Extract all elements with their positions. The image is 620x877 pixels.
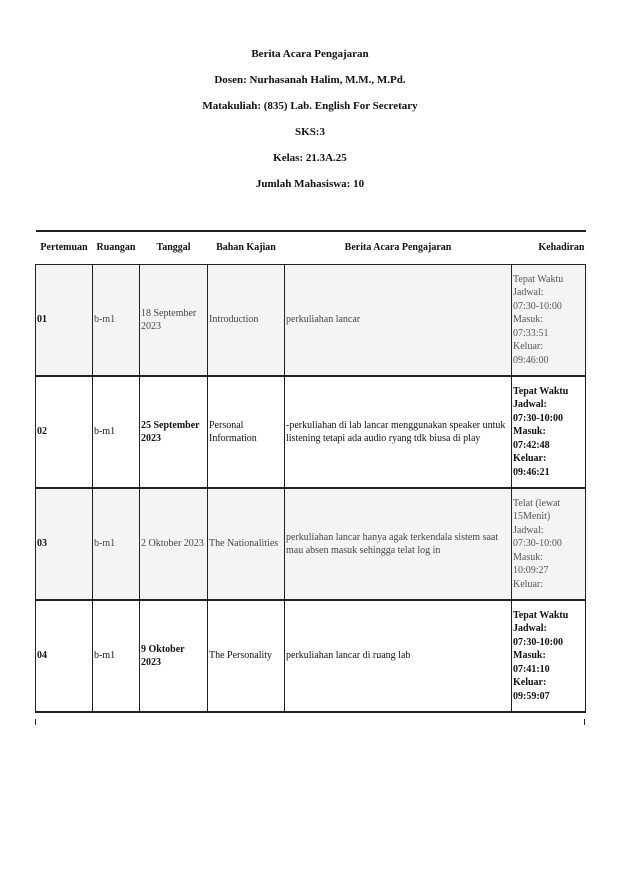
cell-kehadiran xyxy=(512,265,586,377)
lecturer-name: Dosen: Nurhasanah Halim, M.M., M.Pd. xyxy=(214,74,406,86)
attendance-line: 07:41:10 xyxy=(513,663,550,675)
table-row xyxy=(36,376,586,488)
attendance-line: Keluar: xyxy=(513,677,547,689)
course-name: Matakuliah: (835) Lab. English For Secretary xyxy=(202,100,418,112)
attendance-line: 07:30-10:00 xyxy=(513,412,563,424)
cell-kehadiran xyxy=(512,600,586,712)
document-header xyxy=(0,46,620,202)
cell-kehadiran xyxy=(512,488,586,600)
attendance-line: 07:30-10:00 xyxy=(513,538,562,550)
attendance-line: Keluar: xyxy=(513,453,547,465)
cell-bahan-kajian: Personal Information xyxy=(208,376,285,488)
cell-tanggal: 9 Oktober 2023 xyxy=(140,600,208,712)
table-row xyxy=(36,265,586,377)
attendance-line: Jadwal: xyxy=(513,623,547,635)
table-row xyxy=(36,600,586,712)
table-row xyxy=(36,488,586,600)
attendance-line: Masuk: xyxy=(513,426,546,438)
cell-bahan-kajian: The Personality xyxy=(208,600,285,712)
cell-berita-acara: perkuliahan lancar hanya agak terkendala sistem saat mau absen masuk sehingga telat log in xyxy=(285,488,512,600)
table-header-row xyxy=(36,231,586,265)
attendance-line: 07:30-10:00 xyxy=(513,300,562,312)
attendance-line: Jadwal: xyxy=(513,524,544,536)
cell-tanggal: 25 September 2023 xyxy=(140,376,208,488)
cell-bahan-kajian: Introduction xyxy=(208,265,285,377)
document-title: Berita Acara Pengajaran xyxy=(251,48,369,60)
attendance-line: 07:33:51 xyxy=(513,327,549,339)
attendance-line: 09:59:07 xyxy=(513,690,550,702)
cell-pertemuan: 03 xyxy=(36,488,93,600)
attendance-line: Keluar: xyxy=(513,578,543,590)
attendance-status: Tepat Waktu xyxy=(513,385,569,397)
attendance-line: Masuk: xyxy=(513,551,543,563)
attendance-line: Jadwal: xyxy=(513,287,544,299)
attendance-line: Masuk: xyxy=(513,314,543,326)
column-header-berita-acara: Berita Acara Pengajaran xyxy=(285,231,512,265)
attendance-line: Masuk: xyxy=(513,650,546,662)
cell-berita-acara: perkuliahan lancar di ruang lab xyxy=(285,600,512,712)
cell-ruangan: b-m1 xyxy=(93,265,140,377)
teaching-record-table xyxy=(35,230,586,713)
cell-tanggal: 2 Oktober 2023 xyxy=(140,488,208,600)
attendance-status: Tepat Waktu xyxy=(513,609,569,621)
attendance-status: Telat (lewat 15Menit) xyxy=(513,497,561,523)
attendance-status: Tepat Waktu xyxy=(513,273,564,285)
column-header-kehadiran: Kehadiran xyxy=(512,231,586,265)
attendance-line: 07:30-10:00 xyxy=(513,636,563,648)
cell-bahan-kajian: The Nationalities xyxy=(208,488,285,600)
cell-ruangan: b-m1 xyxy=(93,600,140,712)
cell-pertemuan: 04 xyxy=(36,600,93,712)
cell-pertemuan: 02 xyxy=(36,376,93,488)
cell-berita-acara: -perkuliahan di lab lancar menggunakan speaker untuk listening tetapi ada audio ryang tdk biusa di play xyxy=(285,376,512,488)
credit-units: SKS:3 xyxy=(295,126,325,138)
column-header-bahan-kajian: Bahan Kajian xyxy=(208,231,285,265)
column-header-ruangan: Ruangan xyxy=(93,231,140,265)
cell-kehadiran xyxy=(512,376,586,488)
cell-ruangan: b-m1 xyxy=(93,376,140,488)
attendance-line: Jadwal: xyxy=(513,399,547,411)
attendance-line: 09:46:00 xyxy=(513,354,549,366)
table-continuation-edge xyxy=(35,719,585,725)
column-header-pertemuan: Pertemuan xyxy=(36,231,93,265)
column-header-tanggal: Tanggal xyxy=(140,231,208,265)
student-count: Jumlah Mahasiswa: 10 xyxy=(255,178,365,190)
cell-tanggal: 18 September 2023 xyxy=(140,265,208,377)
attendance-line: 09:46:21 xyxy=(513,466,550,478)
attendance-line: 10:09:27 xyxy=(513,565,549,577)
cell-berita-acara: perkuliahan lancar xyxy=(285,265,512,377)
attendance-line: Keluar: xyxy=(513,341,543,353)
attendance-line: 07:42:48 xyxy=(513,439,550,451)
cell-ruangan: b-m1 xyxy=(93,488,140,600)
cell-pertemuan: 01 xyxy=(36,265,93,377)
class-code: Kelas: 21.3A.25 xyxy=(273,152,347,164)
